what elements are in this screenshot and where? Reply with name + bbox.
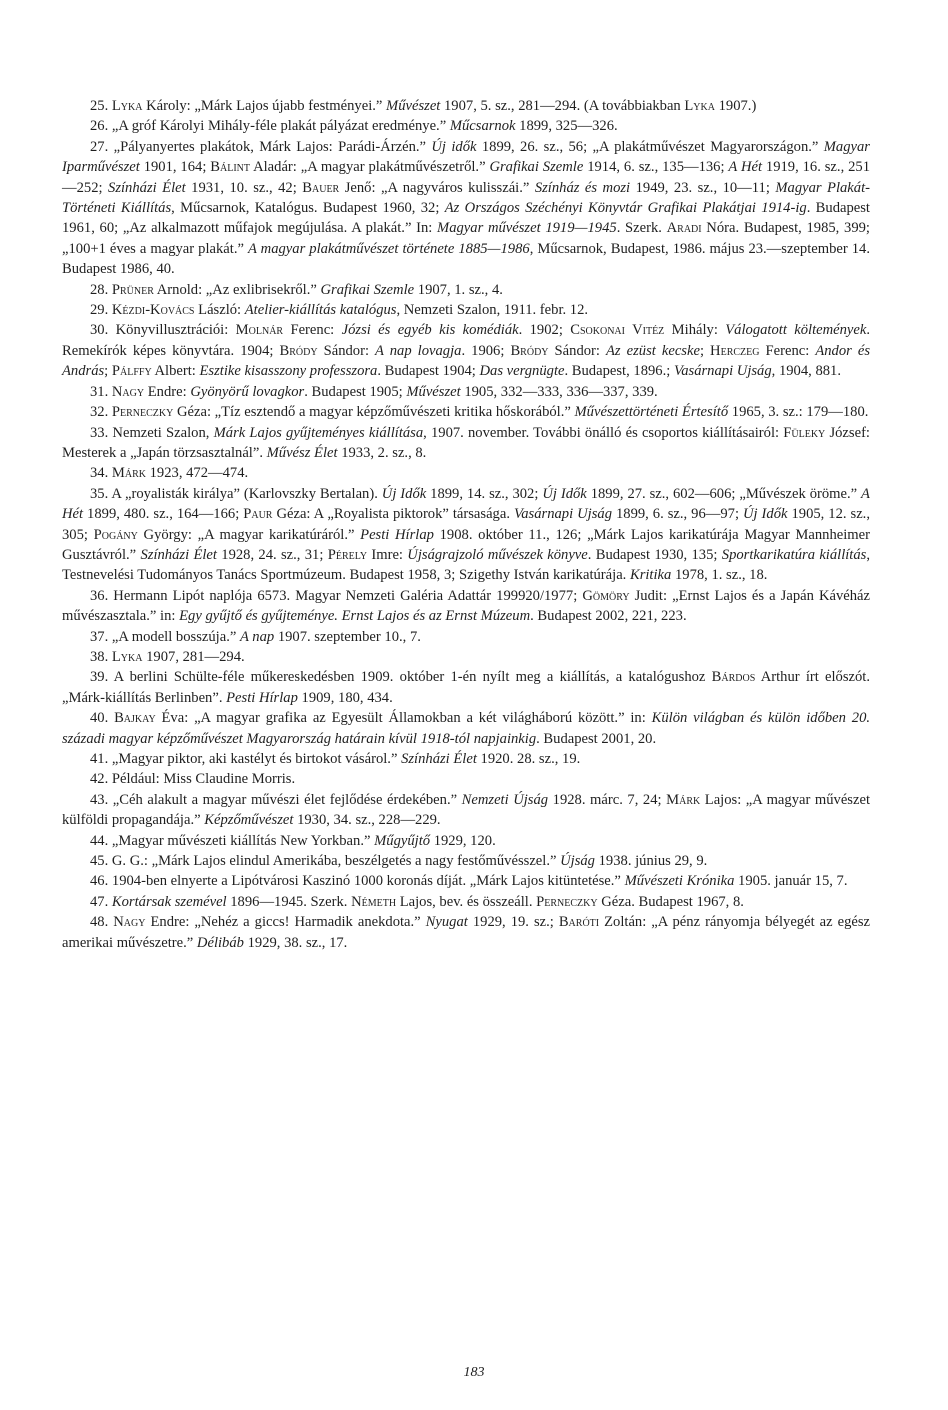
note-text: 47. bbox=[90, 893, 112, 910]
note-text: 44. „Magyar művészeti kiállítás New Yorkban.” bbox=[90, 832, 375, 849]
italic-title: Pesti Hírlap bbox=[360, 526, 434, 543]
note-text: József: Mesterek a „Japán törzsasztalnál”. bbox=[62, 424, 870, 461]
note-text: 1901, 164; bbox=[139, 159, 211, 176]
author-name: Nagy bbox=[111, 383, 145, 400]
endnote bbox=[62, 586, 870, 627]
note-text: 1909, 180, 434. bbox=[297, 689, 393, 706]
note-text: , Nemzeti Szalon, 1911. febr. 12. bbox=[396, 302, 589, 319]
note-text: . Budapest, 1896.; bbox=[564, 363, 674, 380]
note-text: 39. A berlini Schülte-féle műkereskedésben 1909. október 1-én nyílt meg a kiállítás, a katalógushoz bbox=[90, 669, 712, 686]
note-text: , Testnevelési Tudományos Tanács Sportmúzeum. Budapest 1958, 3; Szigethy István karikatúrája. bbox=[62, 546, 870, 584]
italic-title: Nyugat bbox=[425, 914, 468, 931]
note-text: 1949, 23. sz., 10—11; bbox=[630, 179, 776, 196]
note-text: Ferenc: bbox=[759, 342, 816, 359]
italic-title: Műcsarnok bbox=[449, 118, 516, 135]
note-text: 48. bbox=[90, 914, 114, 931]
italic-title: Művészeti Krónika bbox=[624, 873, 735, 890]
endnote bbox=[62, 851, 870, 871]
note-text: . Budapest 2002, 221, 223. bbox=[530, 608, 687, 625]
author-name: Bauer bbox=[302, 179, 340, 196]
note-text: 1908. október 11., 126; „Márk Lajos karikatúrája Magyar Mannheimer Gusztávról.” bbox=[62, 526, 870, 563]
author-name: Füleky bbox=[783, 424, 826, 441]
italic-title: Das vergnügte bbox=[479, 363, 565, 380]
italic-title: Vasárnapi Ujság bbox=[513, 506, 613, 523]
italic-title: Grafikai Szemle bbox=[320, 281, 415, 298]
author-name: Molnár bbox=[235, 322, 284, 339]
italic-title: Egy gyűjtő és gyűjteménye. Ernst Lajos és az Ernst Múzeum bbox=[179, 608, 531, 625]
author-name: Gömöry bbox=[582, 587, 630, 604]
note-text: 1933, 2. sz., 8. bbox=[337, 444, 427, 461]
note-text: 41. „Magyar piktor, aki kastélyt és birtokot vásárol.” bbox=[90, 751, 402, 767]
note-text: 1907. szeptember 10., 7. bbox=[274, 628, 421, 645]
endnote bbox=[62, 912, 870, 953]
note-text: Zoltán: „A pénz rányomja bélyegét az egész amerikai művészetre.” bbox=[62, 914, 871, 951]
note-text: 1899, 325—326. bbox=[515, 118, 618, 135]
italic-title: Nemzeti Újság bbox=[461, 791, 549, 808]
note-text: Aladár: „A magyar plakátművészetről.” bbox=[250, 159, 490, 176]
author-name: Németh bbox=[351, 893, 397, 910]
note-text: 1899, 480. sz., 164—166; bbox=[83, 506, 244, 523]
endnote bbox=[62, 320, 870, 381]
italic-title: Grafikai Szemle bbox=[489, 159, 584, 176]
note-text: , Műcsarnok, Katalógus. Budapest 1960, 32; bbox=[171, 200, 445, 217]
author-name: Kézdi-Kovács bbox=[111, 302, 195, 319]
note-text: Éva: „A magyar grafika az Egyesült Államokban a két világháború között.” in: bbox=[155, 710, 652, 727]
italic-title: A Hét bbox=[62, 485, 870, 523]
note-text: 1896—1945. Szerk. bbox=[226, 893, 352, 910]
italic-title: Gyönyörű lovagkor bbox=[190, 383, 305, 400]
endnote bbox=[62, 280, 870, 300]
note-text: 33. Nemzeti Szalon, bbox=[90, 424, 214, 441]
italic-title: Józsi és egyéb kis komédiák bbox=[341, 322, 519, 339]
italic-title: Új Idők bbox=[542, 485, 587, 502]
italic-title: Színházi Élet bbox=[401, 751, 477, 767]
note-text: 28. bbox=[90, 281, 112, 298]
author-name: Bálint bbox=[210, 159, 250, 176]
italic-title: Pesti Hírlap bbox=[226, 689, 298, 706]
note-text: 42. Például: Miss Claudine Morris. bbox=[90, 771, 296, 788]
author-name: Pálffy bbox=[111, 363, 152, 380]
note-text: 37. „A modell bosszúja.” bbox=[90, 628, 240, 645]
author-name: Lyka bbox=[111, 648, 143, 665]
author-name: Paur bbox=[243, 506, 273, 523]
italic-title: A nap lovagja bbox=[375, 342, 462, 359]
note-text: 1930, 34. sz., 228—229. bbox=[293, 812, 441, 829]
note-text: 27. „Pályanyertes plakátok, Márk Lajos: Parádi-Árzén.” bbox=[90, 138, 432, 155]
note-text: 1919, 16. sz., 251—252; bbox=[62, 159, 870, 196]
note-text: Jenő: „A nagyváros kulisszái.” bbox=[339, 179, 535, 196]
endnote bbox=[62, 790, 870, 831]
note-text: Endre: „Nehéz a giccs! Harmadik anekdota.” bbox=[145, 914, 426, 931]
note-text: 29. bbox=[90, 302, 112, 319]
endnote bbox=[62, 871, 870, 891]
note-text: . Budapest 1904; bbox=[377, 363, 480, 380]
italic-title: A Hét bbox=[728, 159, 763, 176]
note-text: 1905. január 15, 7. bbox=[734, 873, 848, 890]
endnote bbox=[62, 96, 870, 116]
note-text: 1923, 472—474. bbox=[145, 465, 249, 482]
author-name: Bródy bbox=[510, 342, 549, 359]
note-text: 36. Hermann Lipót naplója 6573. Magyar Nemzeti Galéria Adattár 199920/1977; bbox=[90, 587, 583, 604]
note-text: Endre: bbox=[144, 383, 191, 400]
note-text: . 1902; bbox=[518, 322, 571, 339]
note-text: 1907.) bbox=[714, 98, 757, 114]
endnote bbox=[62, 769, 870, 789]
author-name: Nagy bbox=[113, 914, 146, 931]
note-text: ; bbox=[104, 363, 112, 380]
note-text: Imre: bbox=[367, 546, 408, 563]
italic-title: Magyar Iparművészet bbox=[62, 138, 870, 176]
endnote bbox=[62, 137, 870, 280]
italic-title: Az Országos Széchényi Könyvtár Grafikai Plakátjai 1914-ig bbox=[444, 200, 807, 217]
note-text: 1899, 26. sz., 56; „A plakátművészet Magyarországon.” bbox=[476, 138, 824, 155]
note-text: Lajos: „A magyar művészet külföldi propagandája.” bbox=[62, 791, 871, 829]
page-number: 183 bbox=[463, 1365, 485, 1380]
endnote bbox=[62, 300, 870, 320]
note-text: , Műcsarnok, Budapest, 1986. május 23.—szeptember 14. Budapest 1986, 40. bbox=[62, 240, 870, 278]
endnote bbox=[62, 749, 870, 769]
author-name: Perneczky bbox=[111, 404, 174, 421]
note-text: 43. „Céh alakult a magyar művészi élet fejlődése érdekében.” bbox=[90, 791, 462, 808]
note-text: . Budapest 1961, 60; „Az alkalmazott műfajok megújulása. A plakát.” In: bbox=[62, 200, 870, 237]
italic-title: Válogatott költemények bbox=[725, 322, 867, 339]
italic-title: Külön világban és külön időben 20. századi magyar képzőművészet Magyarország határain kívül 1918-tól napjainkig bbox=[62, 710, 871, 747]
note-text: 1928, 24. sz., 31; bbox=[216, 546, 328, 563]
italic-title: Művészet bbox=[386, 98, 441, 114]
author-name: Herczeg bbox=[710, 342, 760, 359]
note-text: 26. „A gróf Károlyi Mihály-féle plakát pályázat eredménye.” bbox=[90, 118, 450, 135]
note-text: 46. 1904-ben elnyerte a Lipótvárosi Kaszinó 1000 koronás díját. „Márk Lajos kitüntetése.” bbox=[90, 873, 625, 890]
note-text: 1907, 1. sz., 4. bbox=[414, 281, 503, 298]
note-text: 45. G. G.: „Márk Lajos elindul Amerikába, beszélgetés a nagy festőművésszel.” bbox=[90, 853, 561, 870]
note-text: 1914, 6. sz., 135—136; bbox=[583, 159, 729, 176]
note-text: 25. bbox=[90, 98, 112, 114]
author-name: Pogány bbox=[93, 526, 138, 543]
note-text: Nóra. Budapest, 1985, 399; „100+1 éves a magyar plakát.” bbox=[62, 220, 870, 257]
note-text: Ferenc: bbox=[283, 322, 342, 339]
endnote bbox=[62, 831, 870, 851]
author-name: Lyka bbox=[684, 98, 715, 114]
note-text: . 1906; bbox=[461, 342, 511, 359]
note-text: 40. bbox=[90, 710, 115, 727]
note-text: ; bbox=[699, 342, 711, 359]
note-text: Mihály: bbox=[664, 322, 726, 339]
note-text: 1938. június 29, 9. bbox=[594, 853, 708, 870]
author-name: Prüner bbox=[111, 281, 154, 298]
note-text: 30. Könyvillusztrációi: bbox=[90, 322, 236, 339]
italic-title: Andor és András bbox=[62, 342, 871, 380]
italic-title: Művész Élet bbox=[266, 444, 338, 461]
note-text: 1978, 1. sz., 18. bbox=[671, 567, 768, 584]
italic-title: Sportkarikatúra kiállítás bbox=[721, 546, 867, 563]
author-name: Lyka bbox=[111, 98, 143, 114]
note-text: . Szerk. bbox=[616, 220, 667, 237]
italic-title: Új idők bbox=[431, 138, 477, 155]
italic-title: Színház és mozi bbox=[534, 179, 631, 196]
author-name: Perneczky bbox=[536, 893, 598, 910]
italic-title: Kritika bbox=[629, 567, 672, 584]
author-name: Pérely bbox=[327, 546, 368, 563]
author-name: Bródy bbox=[279, 342, 318, 359]
italic-title: Képzőművészet bbox=[204, 812, 294, 829]
italic-title: Esztike kisasszony professzora bbox=[199, 363, 378, 380]
note-text: 1929, 38. sz., 17. bbox=[243, 934, 348, 951]
note-text: Sándor: bbox=[548, 342, 606, 359]
note-text: 1929, 19. sz.; bbox=[467, 914, 559, 931]
note-text: 31. bbox=[90, 383, 112, 400]
note-text: 1929, 120. bbox=[430, 832, 496, 849]
endnotes bbox=[62, 96, 870, 953]
italic-title: A nap bbox=[239, 628, 275, 645]
note-text: . Remekírók képes könyvtára. 1904; bbox=[62, 322, 871, 359]
note-text: Arnold: „Az exlibrisekről.” bbox=[153, 281, 321, 298]
italic-title: Művészet bbox=[406, 383, 461, 400]
endnote bbox=[62, 647, 870, 667]
note-text: , 1904, 881. bbox=[771, 363, 841, 380]
note-text: Lajos, bev. és összeáll. bbox=[396, 893, 537, 910]
note-text: 32. bbox=[90, 404, 112, 421]
endnote bbox=[62, 892, 870, 912]
note-text: 1928. márc. 7, 24; bbox=[548, 791, 667, 808]
note-text: , 1907. november. További önálló és csoportos kiállításairól: bbox=[423, 424, 784, 441]
endnote bbox=[62, 116, 870, 136]
italic-title: Kortársak szemével bbox=[111, 893, 227, 910]
note-text: . Budapest 1905; bbox=[304, 383, 407, 400]
italic-title: Új Idők bbox=[742, 506, 788, 523]
note-text: Sándor: bbox=[317, 342, 376, 359]
note-text: Géza: „Tíz esztendő a magyar képzőművészeti kritika hőskorából.” bbox=[173, 404, 575, 421]
italic-title: Márk Lajos gyűjteményes kiállítása bbox=[213, 424, 424, 441]
endnote bbox=[62, 463, 870, 483]
endnote bbox=[62, 667, 870, 708]
endnote bbox=[62, 423, 870, 464]
note-text: 34. bbox=[90, 465, 112, 482]
note-text: 1899, 14. sz., 302; bbox=[426, 485, 543, 502]
note-text: 1907, 281—294. bbox=[142, 648, 245, 665]
note-text: 1905, 12. sz., 305; bbox=[62, 506, 870, 543]
italic-title: Magyar Plakát-Történeti Kiállítás bbox=[62, 179, 870, 217]
italic-title: Új Idők bbox=[381, 485, 427, 502]
note-text: 1899, 27. sz., 602—606; „Művészek öröme.” bbox=[586, 485, 862, 502]
note-text: . Budapest 1930, 135; bbox=[587, 546, 722, 563]
italic-title: Műgyűjtő bbox=[374, 832, 431, 849]
note-text: 1920. 28. sz., 19. bbox=[476, 751, 581, 767]
note-text: Géza. Budapest 1967, 8. bbox=[597, 893, 744, 910]
italic-title: Vasárnapi Ujság bbox=[673, 363, 772, 380]
author-name: Bárdos bbox=[711, 669, 756, 686]
author-name: Márk bbox=[666, 791, 701, 808]
author-name: Baróti bbox=[558, 914, 600, 931]
author-name: Bajkay bbox=[114, 710, 156, 727]
italic-title: Magyar művészet 1919—1945 bbox=[437, 220, 617, 237]
author-name: Márk bbox=[111, 465, 146, 482]
note-text: 1931, 10. sz., 42; bbox=[185, 179, 303, 196]
note-text: György: „A magyar karikatúráról.” bbox=[137, 526, 361, 543]
author-name: Csokonai Vitéz bbox=[570, 322, 665, 339]
note-text: . Budapest 2001, 20. bbox=[536, 730, 657, 747]
italic-title: Színházi Élet bbox=[140, 546, 217, 563]
italic-title: A magyar plakátművészet története 1885—1986 bbox=[247, 240, 530, 257]
endnote bbox=[62, 484, 870, 586]
note-text: 1965, 3. sz.: 179—180. bbox=[728, 404, 869, 421]
note-text: László: bbox=[194, 302, 245, 319]
note-text: 1905, 332—333, 336—337, 339. bbox=[460, 383, 658, 400]
endnote bbox=[62, 382, 870, 402]
endnote bbox=[62, 708, 870, 749]
italic-title: Újságrajzoló művészek könyve bbox=[407, 546, 588, 563]
italic-title: Újság bbox=[560, 853, 595, 870]
note-text: 38. bbox=[90, 648, 112, 665]
note-text: Géza: A „Royalista piktorok” társasága. bbox=[272, 506, 514, 523]
italic-title: Színházi Élet bbox=[108, 179, 186, 196]
italic-title: Az ezüst kecske bbox=[606, 342, 700, 359]
note-text: 35. A „royalisták királya” (Karlovszky Bertalan). bbox=[90, 485, 382, 502]
note-text: 1907, 5. sz., 281—294. (A továbbiakban bbox=[440, 98, 685, 114]
italic-title: Délibáb bbox=[196, 934, 244, 951]
note-text: Károly: „Márk Lajos újabb festményei.” bbox=[142, 98, 387, 114]
endnote bbox=[62, 627, 870, 647]
endnote bbox=[62, 402, 870, 422]
author-name: Aradi bbox=[666, 220, 702, 237]
note-text: 1899, 6. sz., 96—97; bbox=[612, 506, 743, 523]
italic-title: Művészettörténeti Értesítő bbox=[574, 404, 729, 421]
note-text: Judit: „Ernst Lajos és a Japán Kávéház művészasztala.” in: bbox=[62, 587, 870, 625]
italic-title: Atelier-kiállítás katalógus bbox=[244, 302, 397, 319]
note-text: Albert: bbox=[151, 363, 200, 380]
note-text: Arthur írt előszót. „Márk-kiállítás Berlinben”. bbox=[62, 669, 870, 706]
